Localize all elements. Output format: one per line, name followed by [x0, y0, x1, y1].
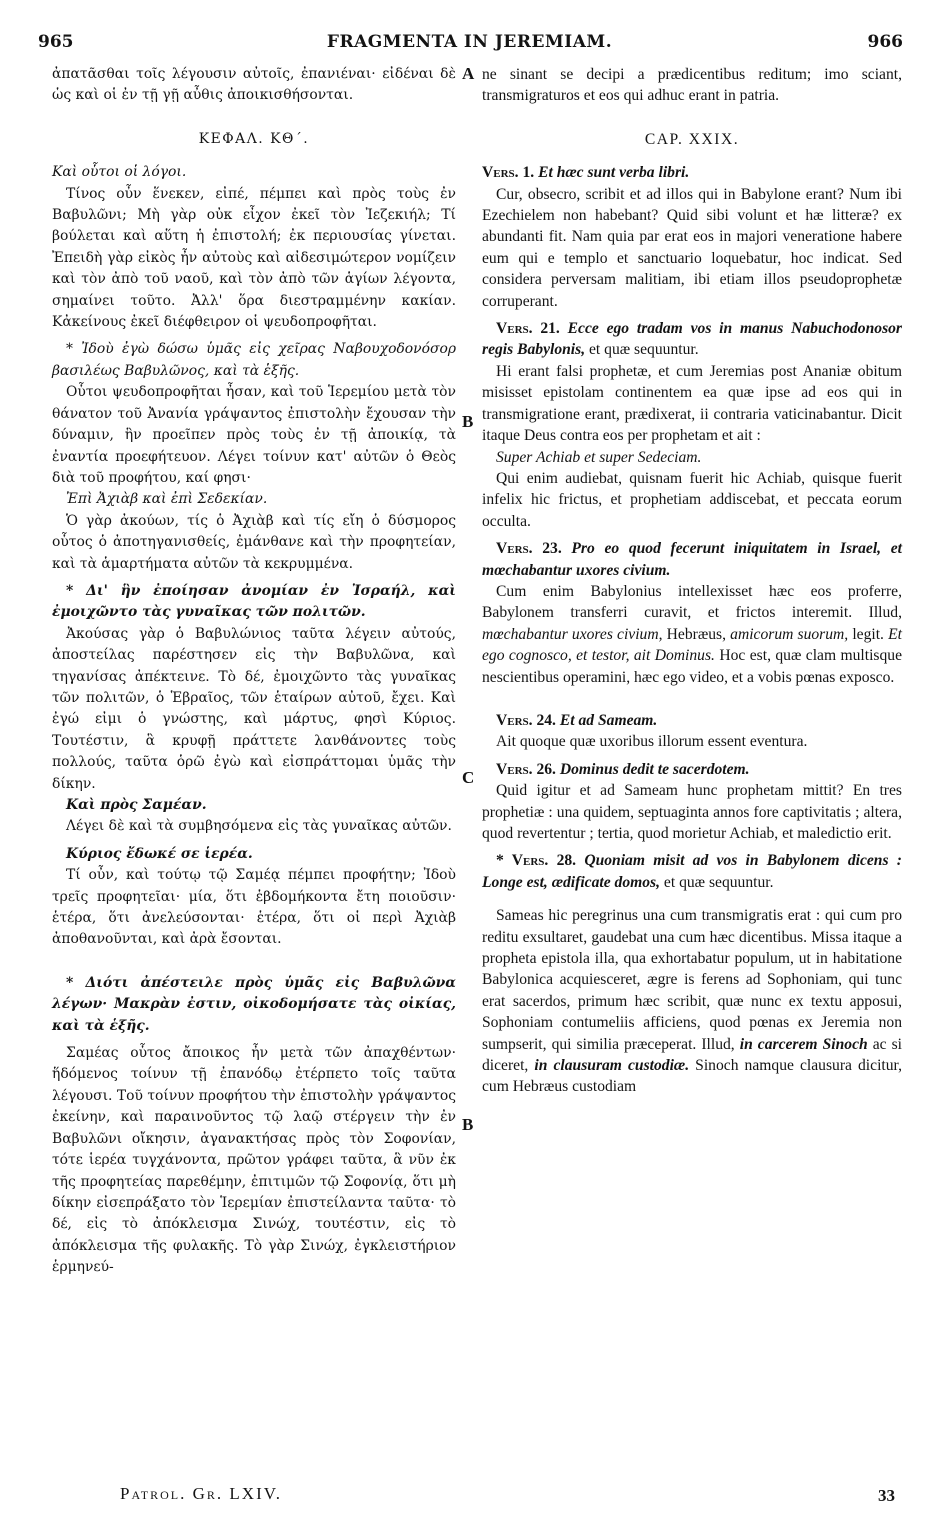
- greek-paragraph: Ἀκούσας γὰρ ὁ Βαβυλώνιος ταῦτα λέγειν αὐτούς, ἀποστείλας παρέστησεν εἰς τὴν Βαβυλῶνα, καὶ τηγανίσας ἀπέκτεινε. Τὸ δέ, ἐμοιχῶντο τὰς γυναῖκας τῶν πολιτῶν, ὁ Ἑβραῖος, τῶν ἑταίρων αὐτοῦ, ἔχει. Καὶ ἐγώ εἰμι ὁ γνώστης, καὶ μάρτυς, φησὶ Κύριος. Τουτέστιν, ἃ κρυφῇ πράττετε λανθάνοντες τοὺς πολλούς, ταῦτα ὁρῶ ἐγὼ καὶ εἰσπράττομαι ὑμᾶς τὴν δίκην.: [52, 625, 456, 792]
- latin-paragraph: Qui enim audiebat, quisnam fuerit hic Achiab, quisque fuerit infelix hic frictus, et prophetiam addiscebat, et peccata eorum occulta.: [482, 469, 902, 530]
- greek-paragraph: Ὁ γὰρ ἀκούων, τίς ὁ Ἀχιὰβ καὶ τίς εἴη ὁ δύσμορος οὗτος ὁ ἀποτηγανισθείς, ἐμάνθανε καὶ τὴν προφητείαν, καὶ τὰ ἁμαρτήματα αὐτῶν τὰ κεκρυμμένα.: [52, 512, 456, 572]
- latin-paragraph: Ait quoque quæ uxoribus illorum essent eventura.: [496, 733, 808, 751]
- latin-text: Hoc est, quæ clam multisque nescientibus operamini, hæc ego video, et a vobis pœnas exposco.: [482, 647, 902, 686]
- latin-lemma: Et ad Sameam.: [559, 711, 658, 729]
- footer-series: Patrol. Gr. LXIV.: [120, 1484, 283, 1503]
- page-number-left: 965: [38, 32, 74, 52]
- latin-text: Sinoch namque clausura dicitur, cum Hebræus custodiam: [482, 1057, 902, 1096]
- latin-lemma: Quoniam misit ad vos in Babylonem dicens : Longe est, ædificate domos,: [482, 852, 902, 891]
- latin-chapter-heading: CAP. XXIX.: [644, 130, 740, 148]
- verse-label: Vers. 24.: [496, 711, 556, 729]
- verse-label: Vers. 21.: [496, 320, 560, 338]
- latin-paragraph: Hi erant falsi prophetæ, et cum Jeremias post Ananiæ obitum misisset epistolam continentem ea quæ ipse ad eos qui in transmigratione erant, prædixerat, ii contraria vaticinabantur. Dicit itaque Deus contra eos per prophetam et ait :: [482, 362, 902, 445]
- latin-lemma-tail: et quæ sequuntur.: [663, 873, 774, 891]
- latin-text: Cum enim Babylonius intellexisset hæc eos proferre, Babylonem transferri curavit, et frictos interemit. Illud,: [482, 582, 902, 622]
- greek-paragraph: Λέγει δὲ καὶ τὰ συμβησόμενα εἰς τὰς γυναῖκας αὐτῶν.: [66, 818, 452, 835]
- latin-column: [482, 64, 902, 1098]
- greek-lemma: * Ἰδοὺ ἐγὼ δώσω ὑμᾶς εἰς χεῖρας Ναβουχοδονόσορ βασιλέως Βαβυλῶνος, καὶ τὰ ἑξῆς.: [52, 341, 456, 379]
- latin-lemma: Et hæc sunt verba libri.: [538, 164, 690, 182]
- greek-paragraph: Σαμέας οὗτος ἄποικος ἦν μετὰ τῶν ἀπαχθέντων· ἥδόμενος τοίνυν τῇ ἐπανόδῳ ἐτέρπετο τοῖς ταῦτα λέγουσι. Τοῦ τοίνυν προφήτου τὴν ἐπιστολὴν γράψαντος ἐκείνην, καὶ παραινοῦντος τῷ λαῷ στέργειν τὴν ἐν Βαβυλῶνι οἴκησιν, ἀγανακτήσας πρὸς τὸν Σοφονίαν, τότε ἱερέα τυγχάνοντα, πρῶτον γράφει ταῦτα, ἃ νῦν ἐκ τῆς προφητείας παρεθέμην, ἐπιτιμῶν τῷ Σοφονίᾳ, ὅτι μὴ δίκην εἰσεπράξατο τὸν Ἱερεμίαν ἐπιστείλαντα ταῦτα· τὸ δέ, εἰς τὸ ἀπόκλεισμα Σινώχ, τουτέστιν, εἰς τὸ ἀπόκλεισμα τῆς φυλακῆς. Τὸ γὰρ Σινώχ, ἐγκλειστήριον ἑρμηνεύ-: [52, 1045, 457, 1276]
- greek-paragraph: Τί οὖν, καὶ τούτῳ τῷ Σαμέᾳ πέμπει προφήτην; Ἰδοὺ τρεῖς προφητεῖαι· μία, ὅτι ἑβδομήκοντα ἔτη ποιοῦσιν· ἑτέρα, ὅτι ἀνελεύσονται· ἑτέρα, ὅτι οἱ περὶ Ἀχιὰβ ἀποθανοῦνται, καὶ ἀρὰ ἔσονται.: [52, 867, 456, 948]
- latin-quote: in clausuram custodiæ.: [534, 1057, 690, 1075]
- margin-letter-c: C: [462, 768, 475, 787]
- latin-quote: amicorum suorum,: [730, 625, 849, 643]
- margin-letter-a: A: [462, 64, 475, 83]
- greek-lemma: Καὶ οὗτοι οἱ λόγοι.: [52, 164, 187, 181]
- verse-label: Vers. 1.: [482, 164, 535, 182]
- latin-text: Sameas hic peregrinus una cum transmigratis erat : qui cum pro reditu exsultaret, gaudebat una cum hæc dicentibus. Missa itaque a propheta epistola illa, qua exhortabatur populum, ut in habitatione Babylonica acquiesceret, ægre is ferens ad Sophoniam, qui tunc erat sacerdos, primum hæc scribit, quæ nunc ex textu apposui, Sophoniam contumeliis afficiens, quod pœnas ex Jeremia non sumpserit, qui similia præceperat. Illud,: [482, 907, 902, 1053]
- greek-lemma: * Δι' ἣν ἐποίησαν ἀνομίαν ἐν Ἰσραήλ, καὶ ἐμοιχῶντο τὰς γυναῖκας τῶν πολιτῶν.: [52, 582, 456, 621]
- greek-lemma: Κύριος ἔδωκέ σε ἱερέα.: [66, 845, 253, 862]
- latin-text: legit.: [852, 625, 884, 643]
- footer-signature: 33: [878, 1486, 895, 1505]
- latin-paragraph: Cur, obsecro, scribit et ad illos qui in Babylone erant? Num ibi Ezechielem non habebant? Quid sibi volunt et hæ litteræ? ex abundanti fit. Nam quia par erat eos in majori veneratione habere eum qui e templo et sanctuario loquebatur, hoc indicat. Sed considera perversam malitiam, ibi etiam illos pseudoprophetæ corruperant.: [482, 185, 902, 310]
- latin-lemma: Super Achiab et super Sedeciam.: [496, 448, 702, 466]
- latin-quote: mœchabantur uxores civium,: [482, 625, 663, 643]
- greek-paragraph: Οὗτοι ψευδοπροφῆται ἦσαν, καὶ τοῦ Ἱερεμίου μετὰ τὸν θάνατον τοῦ Ἀνανία γράψαντος ἐπιστολὴν ἔχουσαν τὴν δύναμιν, ἣν προεῖπεν πρὸς τοὺς ἐν τῇ ἀποικίᾳ, τὰ ἐναντία προεφήτευον. Λέγει τοίνυν κατ' αὐτῶν ὁ Θεὸς διὰ τοῦ προφήτου, καί φησι·: [52, 384, 456, 486]
- latin-quote: in carcerem Sinoch: [739, 1035, 868, 1053]
- verse-label: Vers. 23.: [496, 540, 562, 558]
- greek-lemma: * Διότι ἀπέστειλε πρὸς ὑμᾶς εἰς Βαβυλῶνα λέγων· Μακρὰν ἐστιν, οἰκοδομήσατε τὰς οἰκίας, καὶ τὰ ἑξῆς.: [52, 974, 456, 1034]
- margin-letter-b: B: [462, 412, 474, 431]
- latin-text: Hebræus,: [666, 625, 726, 643]
- latin-lemma: Ecce ego tradam vos in manus Nabuchodonosor regis Babylonis,: [482, 320, 902, 359]
- verse-label: Vers. 26.: [496, 760, 556, 778]
- greek-lemma: Ἐπὶ Ἀχιὰβ καὶ ἐπὶ Σεδεκίαν.: [66, 491, 268, 508]
- running-title: FRAGMENTA IN JEREMIAM.: [326, 32, 613, 52]
- latin-lemma-tail: et quæ sequuntur.: [589, 341, 699, 359]
- margin-letter-b-lower: B: [462, 1115, 474, 1134]
- latin-paragraph: Quid igitur et ad Sameam hunc prophetam mittit? En tres prophetiæ : una quidem, septuaginta annos fore captivitatis ; altera, quod revertentur ; tertia, quod morietur Achiab, et maledictio erit.: [482, 782, 902, 842]
- latin-lemma: Dominus dedit te sacerdotem.: [559, 760, 750, 778]
- verse-label: * Vers. 28.: [496, 852, 577, 870]
- greek-lemma: Καὶ πρὸς Σαμέαν.: [66, 797, 207, 813]
- greek-chapter-heading: ΚΕΦΑΛ. ΚΘ΄.: [198, 130, 310, 147]
- latin-lemma: Pro eo quod fecerunt iniquitatem in Israel, et mœchabantur uxores civium.: [482, 540, 902, 579]
- greek-column: [52, 64, 456, 1279]
- latin-quote: Et ego cognosco, et testor, ait Dominus.: [482, 625, 902, 665]
- greek-paragraph: ἀπατᾶσθαι τοῖς λέγουσιν αὐτοῖς, ἐπανιέναι· εἰδέναι δὲ ὡς καὶ οἱ ἐν τῇ γῇ αὖθις ἀποικισθήσονται.: [52, 66, 456, 104]
- page-number-right: 966: [867, 32, 903, 52]
- greek-paragraph: Τίνος οὖν ἕνεκεν, εἰπέ, πέμπει καὶ πρὸς τοὺς ἐν Βαβυλῶνι; Μὴ γὰρ οὐκ εἶχον ἐκεῖ τὸν Ἰεζεκιήλ; Τί βούλεται καὶ αὕτη ἡ ἐπιστολή; ἐκ περιουσίας γίνεται. Ἐπειδὴ γὰρ εἰκὸς ἦν αὐτοὺς καὶ αἰδεσιμώτερον νομίζειν καὶ τὸν ἀπὸ τοῦ ναοῦ, καὶ τὸν ἀπὸ τῶν ἁγίων λέγοντα, σημαίνει τοῦτο. Ἀλλ' ὅρα διεστραμμένην κακίαν. Κἀκείνους ἐκεῖ διέφθειρον οἱ ψευδοπροφῆται.: [52, 185, 456, 331]
- latin-text: ac si diceret,: [482, 1035, 902, 1075]
- latin-paragraph: ne sinant se decipi a prædicentibus reditum; imo sciant, transmigraturos et eos qui adhuc erant in patria.: [482, 66, 902, 105]
